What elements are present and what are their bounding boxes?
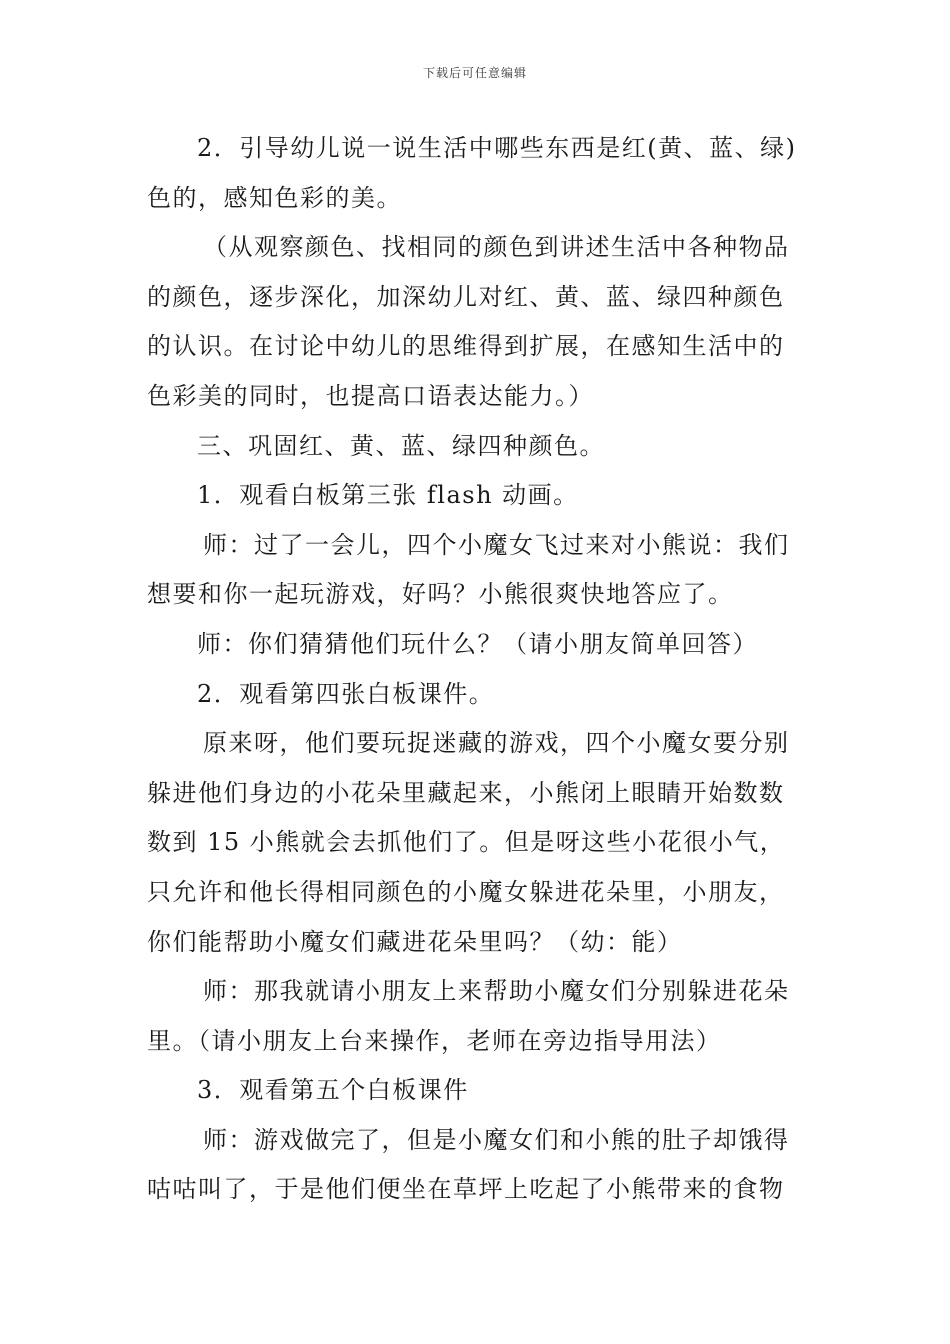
step-1-heading: 1．观看白板第三张 flash 动画。 xyxy=(197,481,579,510)
paragraph-teacher-hungry: 师：游戏做完了，但是小魔女们和小熊的肚子却饿得咕咕叫了，于是他们便坐在草坪上吃起了小熊带来的食物 xyxy=(147,1125,790,1204)
paragraph-teacher-invite: 师：那我就请小朋友上来帮助小魔女们分别躲进花朵里。（请小朋友上台来操作，老师在旁边指导用法） xyxy=(147,977,790,1055)
paragraph-hide-and-seek: 原来呀，他们要玩捉迷藏的游戏，四个小魔女要分别躲进他们身边的小花朵里藏起来，小熊闭上眼睛开始数数数到 15 小熊就会去抓他们了。但是呀这些小花很小气，只允许和他长得相同颜色的小魔女躲进花朵里，小朋友，你们能帮助小魔女们藏进花朵里吗？（幼：能） xyxy=(147,729,790,956)
paragraph-teacher-witches: 师：过了一会儿，四个小魔女飞过来对小熊说：我们想要和你一起玩游戏，好吗？小熊很爽快地答应了。 xyxy=(147,530,790,609)
step-2-heading: 2．观看第四张白板课件。 xyxy=(197,679,495,708)
section-heading-consolidate: 三、巩固红、黄、蓝、绿四种颜色。 xyxy=(197,431,605,460)
page-header-watermark: 下载后可任意编辑 xyxy=(422,66,527,80)
paragraph-guide-colors: 2．引导幼儿说一说生活中哪些东西是红(黄、蓝、绿)色的，感知色彩的美。 xyxy=(147,134,797,212)
paragraph-teacher-guess: 师：你们猜猜他们玩什么？（请小朋友简单回答） xyxy=(197,629,758,658)
document-body xyxy=(147,124,807,1215)
step-3-heading: 3．观看第五个白板课件 xyxy=(197,1076,469,1105)
paragraph-note-deepen: （从观察颜色、找相同的颜色到讲述生活中各种物品的颜色，逐步深化，加深幼儿对红、黄、蓝、绿四种颜色的认识。在讨论中幼儿的思维得到扩展，在感知生活中的色彩美的同时，也提高口语表达能力。） xyxy=(147,233,790,410)
